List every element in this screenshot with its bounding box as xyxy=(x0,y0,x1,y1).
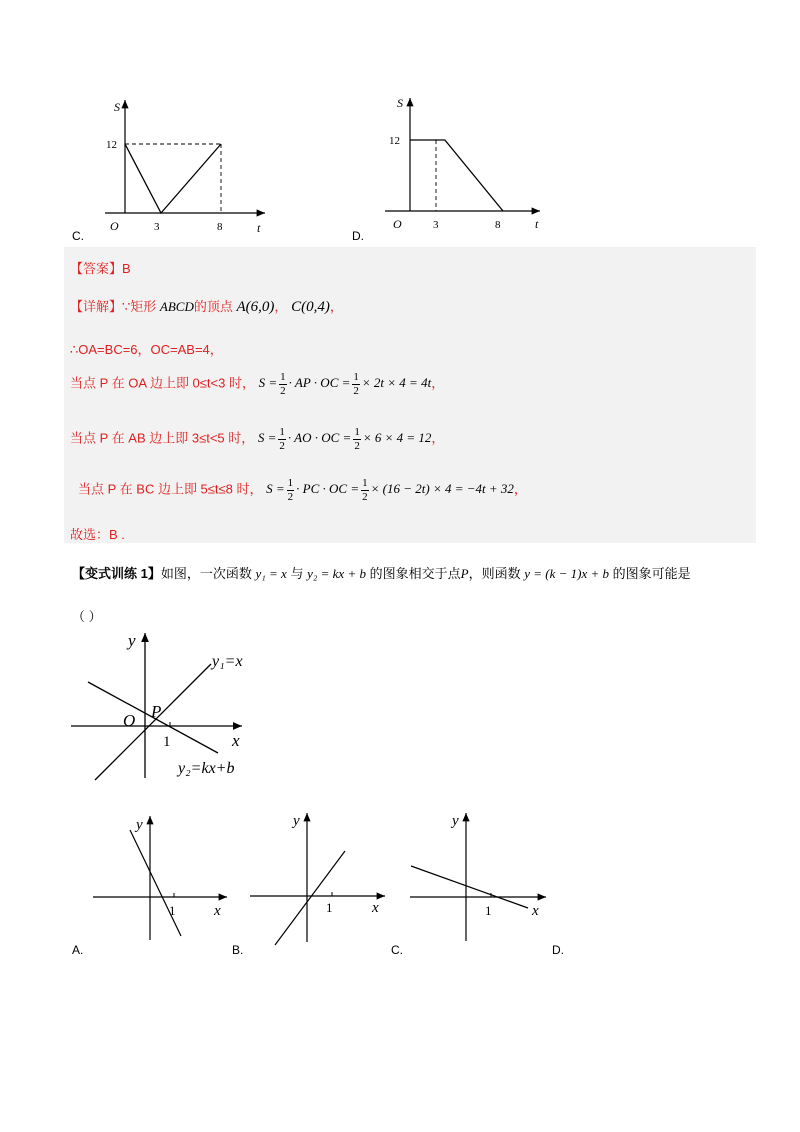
x-axis-label: t xyxy=(257,221,261,235)
y-axis-label: y xyxy=(452,813,459,829)
x-tick-3: 3 xyxy=(154,221,160,233)
x-tick-label: 1 xyxy=(163,734,171,750)
origin-label: O xyxy=(393,217,402,231)
option-d-label: D. xyxy=(552,943,564,957)
graph-line xyxy=(130,830,181,936)
main-figure xyxy=(66,628,286,783)
question-title: 【变式训练 1】 xyxy=(72,566,161,581)
answer-paren: （ ） xyxy=(72,609,102,624)
option-b-graph xyxy=(247,808,397,948)
rect-name: ABCD xyxy=(159,299,194,314)
x-axis-label: x xyxy=(214,903,221,919)
y2-equation: y₂ = kx + b xyxy=(307,566,366,581)
case3-text: 当点 P 在 BC 边上即 5≤t≤8 时， xyxy=(78,481,263,497)
option-a-label: A. xyxy=(72,943,84,957)
point-a: A(6,0) xyxy=(236,299,275,315)
q-text3: 的图象相交于点 xyxy=(369,566,461,581)
func-equation: y = (k − 1)x + b xyxy=(524,566,609,581)
length-line: ∴OA=BC=6，OC=AB=4， xyxy=(70,342,223,357)
case2-formula: S = $\frac{1}{2}$ · AO · OC = $\frac{1}{2}$ × 6 × 4 = 12 xyxy=(257,426,432,452)
x-tick-3: 3 xyxy=(433,219,439,231)
question-line xyxy=(72,563,691,582)
x-axis-label: x xyxy=(232,731,240,750)
q-text4: ，则函数 xyxy=(468,566,521,581)
case3-formula: S = $\frac{1}{2}$ · PC · OC = $\frac{1}{2}$ × (16 − 2t) × 4 = −4t + 32 xyxy=(266,477,514,503)
option-c-label: C. xyxy=(391,943,403,957)
point-c: C(0,4) xyxy=(291,299,330,315)
case1-line: 当点 P 在 OA 边上即 0≤t<3 时， S = $\frac{1}{2}$ · AP · OC = $\frac{1}{2}$ × 2t × 4 = 4t， xyxy=(70,371,445,397)
x-axis-label: x xyxy=(372,900,379,916)
comma: ， xyxy=(274,299,288,314)
q-text5: 的图象可能是 xyxy=(612,566,691,581)
series-line xyxy=(410,140,503,211)
origin-label: O xyxy=(110,219,119,233)
x-tick-8: 8 xyxy=(495,219,501,231)
y-tick-12: 12 xyxy=(106,139,117,151)
vertex-text: 的顶点 xyxy=(193,299,233,314)
series-line xyxy=(125,144,221,213)
y-axis-label: y xyxy=(136,817,143,833)
x-axis-label: t xyxy=(535,217,539,231)
case1-formula: S = $\frac{1}{2}$ · AP · OC = $\frac{1}{2}$ × 2t × 4 = 4t xyxy=(258,371,432,397)
y1-equation: y₁ = x xyxy=(255,566,287,581)
x-tick-label: 1 xyxy=(485,903,492,918)
graph-line xyxy=(411,866,528,908)
line-y2-label: y₂=kx+b xyxy=(178,760,235,777)
point-p-label: P xyxy=(151,702,162,721)
answer-line: 【答案】B xyxy=(70,261,131,276)
graph-c-label: C. xyxy=(72,229,84,243)
because-text: ∵矩形 xyxy=(122,299,157,314)
case2-line: 当点 P 在 AB 边上即 3≤t<5 时， S = $\frac{1}{2}$ · AO · OC = $\frac{1}{2}$ × 6 × 4 = 12， xyxy=(70,426,445,452)
conclusion-line: 故选：B . xyxy=(70,527,125,542)
x-axis-label: x xyxy=(532,903,539,919)
y-tick-12: 12 xyxy=(389,135,400,147)
case1-text: 当点 P 在 OA 边上即 0≤t<3 时， xyxy=(70,375,255,391)
case3-line: 当点 P 在 BC 边上即 5≤t≤8 时， S = $\frac{1}{2}$ · PC · OC = $\frac{1}{2}$ × (16 − 2t) × 4 = −4t + 32， xyxy=(78,477,527,503)
line-y1-label: y₁=x xyxy=(212,653,243,670)
option-b-label: B. xyxy=(232,943,244,957)
graph-d-label: D. xyxy=(352,229,364,243)
q-text1: 如图，一次函数 xyxy=(160,566,252,581)
graph-d xyxy=(375,90,550,238)
point-p: P xyxy=(460,566,469,581)
x-tick-label: 1 xyxy=(169,903,176,918)
graph-line xyxy=(275,851,345,945)
y-axis-label: S xyxy=(114,100,120,114)
y-axis-label: S xyxy=(397,96,403,110)
y-axis-label: y xyxy=(128,631,136,650)
option-a-graph xyxy=(90,812,240,942)
option-c-graph xyxy=(405,808,555,943)
comma: ， xyxy=(329,299,343,314)
q-text2: 与 xyxy=(290,566,304,581)
detail-label: 【详解】 xyxy=(70,299,123,314)
origin-label: O xyxy=(123,711,136,730)
graph-c xyxy=(100,92,275,240)
x-tick-label: 1 xyxy=(326,900,333,915)
case2-text: 当点 P 在 AB 边上即 3≤t<5 时， xyxy=(70,430,255,446)
x-tick-8: 8 xyxy=(217,221,223,233)
y-axis-label: y xyxy=(293,813,300,829)
answer-box xyxy=(64,247,756,543)
